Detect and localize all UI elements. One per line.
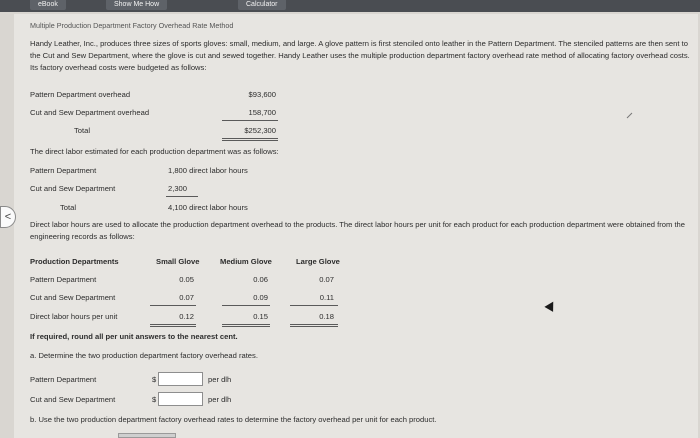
overhead-total-value: $252,300 xyxy=(244,126,276,135)
dl-cell: 0.18 xyxy=(319,312,334,321)
dl-row-label: Pattern Department xyxy=(30,275,97,284)
dl-header-medium: Medium Glove xyxy=(220,257,272,266)
divider xyxy=(222,326,270,327)
currency-symbol: $ xyxy=(152,395,157,404)
question-a: a. Determine the two production department factory overhead rates. xyxy=(30,351,258,360)
divider xyxy=(222,324,270,325)
labor-row-label: Cut and Sew Department xyxy=(30,184,116,193)
labor-row-label: Pattern Department xyxy=(30,166,97,175)
divider xyxy=(222,120,278,121)
labor-row-value: 2,300 xyxy=(168,184,188,193)
overhead-row-value: $93,600 xyxy=(248,90,276,99)
overhead-row-label: Cut and Sew Department overhead xyxy=(30,108,150,117)
show-me-how-tab[interactable]: Show Me How xyxy=(106,0,167,10)
dl-row-label: Cut and Sew Department xyxy=(30,293,116,302)
overhead-total-label: Total xyxy=(74,126,91,135)
calculator-tab[interactable]: Calculator xyxy=(238,0,286,10)
overhead-row-value: 158,700 xyxy=(248,108,276,117)
top-toolbar xyxy=(0,0,700,12)
dl-intro: Direct labor hours are used to allocate the production department overhead to the products. The direct labor hours per unit for each product for each production department were obtained from the engineering records as follows: xyxy=(30,220,685,241)
currency-symbol: $ xyxy=(152,375,157,384)
pattern-rate-input[interactable] xyxy=(158,372,203,386)
cut-sew-rate-input[interactable] xyxy=(158,392,203,406)
divider xyxy=(150,324,196,325)
rounding-note: If required, round all per unit answers to the nearest cent. xyxy=(30,332,238,341)
labor-total-value: 4,100 direct labor hours xyxy=(168,203,248,212)
question-b: b. Use the two production department factory overhead rates to determine the factory overhead per unit for each product. xyxy=(30,415,437,424)
divider xyxy=(166,196,198,197)
dl-cell: 0.06 xyxy=(253,275,268,284)
chevron-left-icon: < xyxy=(4,211,12,223)
labor-total-label: Total xyxy=(60,203,77,212)
intro-text: Handy Leather, Inc., produces three sizes of sports gloves: small, medium, and large. A glove pattern is first stenciled onto leather in the Pattern Department. The stenciled patterns are then sent to the Cut and Sew Department, where the glove is cut and sewed together. Handy Leather uses the multiple production department factory overhead rate method of allocating factory overhead costs. Its factory overhead costs were budgeted as follows: xyxy=(30,39,690,72)
unit-label: per dlh xyxy=(208,375,232,384)
dl-cell: 0.09 xyxy=(253,293,268,302)
labor-intro: The direct labor estimated for each production department was as follows: xyxy=(30,147,279,156)
bottom-table-tab[interactable] xyxy=(118,433,176,438)
answer-label: Cut and Sew Department xyxy=(30,395,116,404)
unit-label: per dlh xyxy=(208,395,232,404)
divider xyxy=(290,326,338,327)
dl-cell: 0.07 xyxy=(319,275,334,284)
divider xyxy=(222,140,278,141)
dl-cell: 0.11 xyxy=(319,293,334,302)
dl-header-small: Small Glove xyxy=(156,257,200,266)
dl-cell: 0.05 xyxy=(179,275,194,284)
answer-label: Pattern Department xyxy=(30,375,97,384)
dl-header-departments: Production Departments xyxy=(30,257,119,266)
divider xyxy=(290,305,338,306)
divider xyxy=(222,305,270,306)
divider xyxy=(150,326,196,327)
dl-cell: 0.12 xyxy=(179,312,194,321)
dl-cell: 0.07 xyxy=(179,293,194,302)
divider xyxy=(290,324,338,325)
divider xyxy=(150,305,196,306)
dl-cell: 0.15 xyxy=(253,312,268,321)
labor-row-value: 1,800 direct labor hours xyxy=(168,166,248,175)
page-title: Multiple Production Department Factory Overhead Rate Method xyxy=(30,21,234,30)
overhead-row-label: Pattern Department overhead xyxy=(30,90,131,99)
dl-row-label: Direct labor hours per unit xyxy=(30,312,118,321)
ebook-tab[interactable]: eBook xyxy=(30,0,66,10)
dl-header-large: Large Glove xyxy=(296,257,340,266)
divider xyxy=(222,138,278,139)
